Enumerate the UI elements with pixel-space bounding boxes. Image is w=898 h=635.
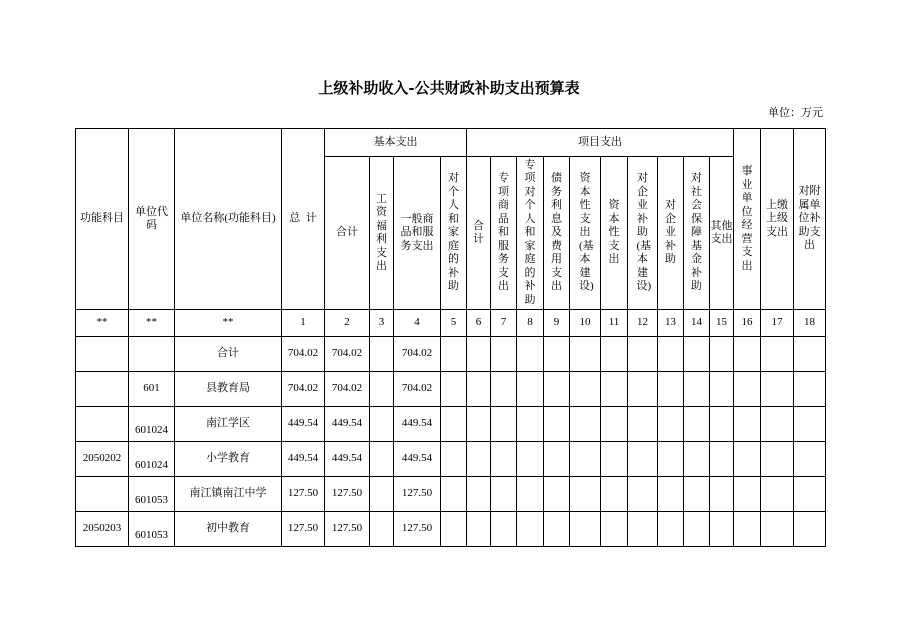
cell-enterprise-subsidy — [658, 512, 684, 547]
header-enterprise-infrastructure — [628, 157, 658, 310]
header-debt-interest-label: 债务利息及费用支出 — [551, 172, 562, 293]
cell-social-security-subsidy — [684, 477, 710, 512]
cell-special-household-subsidy — [517, 512, 544, 547]
header-special-goods-services-label: 专项商品和服务支出 — [498, 172, 509, 293]
cell-func-code: 2050202 — [76, 442, 129, 477]
column-index-cell: 3 — [370, 310, 394, 337]
column-index-row — [76, 310, 826, 337]
cell-func-code: 2050203 — [76, 512, 129, 547]
column-index-cell: 15 — [710, 310, 734, 337]
cell-enterprise-subsidy — [658, 442, 684, 477]
cell-func-code — [76, 337, 129, 372]
column-index-cell: 4 — [394, 310, 441, 337]
header-salary-welfare — [370, 157, 394, 310]
table-row — [76, 372, 826, 407]
header-unit-name — [175, 129, 282, 310]
cell-special-goods-services — [491, 337, 517, 372]
header-enterprise-subsidy — [658, 157, 684, 310]
header-enterprise-subsidy-label: 对企业补助 — [665, 199, 676, 266]
cell-basic-total: 449.54 — [325, 442, 370, 477]
cell-capital-infrastructure — [570, 407, 601, 442]
cell-general-goods-services: 704.02 — [394, 372, 441, 407]
cell-debt-interest — [544, 477, 570, 512]
cell-basic-total: 704.02 — [325, 372, 370, 407]
cell-special-household-subsidy — [517, 337, 544, 372]
header-general-goods-services — [394, 157, 441, 310]
cell-remit-upper — [761, 372, 794, 407]
cell-unit-code: 601 — [129, 372, 175, 407]
cell-total: 704.02 — [282, 372, 325, 407]
cell-other — [710, 477, 734, 512]
cell-enterprise-infrastructure — [628, 372, 658, 407]
header-basic-group-label: 基本支出 — [373, 135, 418, 148]
cell-other — [710, 337, 734, 372]
header-capital-infrastructure-label: 资本性支出(基本建设) — [579, 172, 594, 293]
cell-general-goods-services: 127.50 — [394, 477, 441, 512]
table-row — [76, 442, 826, 477]
header-row-groups — [76, 129, 826, 157]
cell-special-goods-services — [491, 372, 517, 407]
cell-affiliated-subsidy — [794, 512, 826, 547]
cell-enterprise-infrastructure — [628, 512, 658, 547]
cell-business-operation — [734, 442, 761, 477]
column-index-cell: ** — [129, 310, 175, 337]
cell-remit-upper — [761, 477, 794, 512]
page-title: 上级补助收入-公共财政补助支出预算表 — [318, 79, 580, 97]
cell-capital — [601, 337, 628, 372]
cell-func-code — [76, 407, 129, 442]
header-general-goods-services-label: 一般商品和服务支出 — [400, 212, 434, 252]
cell-household-subsidy — [441, 512, 467, 547]
cell-capital-infrastructure — [570, 337, 601, 372]
cell-enterprise-subsidy — [658, 477, 684, 512]
cell-debt-interest — [544, 407, 570, 442]
table-row — [76, 477, 826, 512]
cell-remit-upper — [761, 442, 794, 477]
header-special-household-subsidy — [517, 157, 544, 310]
header-affiliated-subsidy-label: 对附属单位补助支出 — [798, 185, 821, 252]
cell-capital-infrastructure — [570, 512, 601, 547]
cell-debt-interest — [544, 337, 570, 372]
cell-special-goods-services — [491, 512, 517, 547]
cell-special-household-subsidy — [517, 372, 544, 407]
column-index-cell: 8 — [517, 310, 544, 337]
column-index-cell: 2 — [325, 310, 370, 337]
column-index-cell: ** — [175, 310, 282, 337]
cell-project-total — [467, 442, 491, 477]
cell-total: 449.54 — [282, 407, 325, 442]
header-capital — [601, 157, 628, 310]
header-unit-code — [129, 129, 175, 310]
header-project-group — [467, 129, 734, 157]
cell-household-subsidy — [441, 407, 467, 442]
cell-social-security-subsidy — [684, 512, 710, 547]
cell-household-subsidy — [441, 442, 467, 477]
header-project-total-label: 合计 — [473, 219, 484, 245]
cell-household-subsidy — [441, 337, 467, 372]
header-basic-total-label: 合计 — [336, 226, 358, 239]
header-basic-total — [325, 157, 370, 310]
header-special-goods-services — [491, 157, 517, 310]
header-enterprise-infrastructure-label: 对企业补助(基本建设) — [636, 172, 652, 293]
cell-salary-welfare — [370, 372, 394, 407]
cell-household-subsidy — [441, 477, 467, 512]
cell-enterprise-infrastructure — [628, 477, 658, 512]
header-other — [710, 157, 734, 310]
cell-unit-code: 601053 — [129, 512, 175, 547]
column-index-cell: 16 — [734, 310, 761, 337]
cell-unit-name: 初中教育 — [175, 512, 282, 547]
cell-total: 127.50 — [282, 512, 325, 547]
cell-unit-code: 601053 — [129, 477, 175, 512]
cell-business-operation — [734, 337, 761, 372]
header-unit-name-label: 单位名称(功能科目) — [180, 212, 276, 225]
cell-debt-interest — [544, 372, 570, 407]
cell-project-total — [467, 372, 491, 407]
cell-debt-interest — [544, 512, 570, 547]
header-debt-interest — [544, 157, 570, 310]
column-index-cell: 12 — [628, 310, 658, 337]
header-capital-infrastructure — [570, 157, 601, 310]
cell-salary-welfare — [370, 442, 394, 477]
cell-business-operation — [734, 407, 761, 442]
cell-project-total — [467, 337, 491, 372]
cell-capital — [601, 442, 628, 477]
cell-enterprise-subsidy — [658, 337, 684, 372]
cell-enterprise-infrastructure — [628, 442, 658, 477]
cell-project-total — [467, 407, 491, 442]
cell-social-security-subsidy — [684, 407, 710, 442]
cell-other — [710, 442, 734, 477]
cell-special-household-subsidy — [517, 442, 544, 477]
header-basic-group — [325, 129, 467, 157]
cell-func-code — [76, 372, 129, 407]
budget-table — [75, 128, 826, 547]
cell-enterprise-subsidy — [658, 372, 684, 407]
header-other-label: 其他支出 — [710, 219, 733, 245]
cell-affiliated-subsidy — [794, 407, 826, 442]
column-index-cell: ** — [76, 310, 129, 337]
cell-capital-infrastructure — [570, 372, 601, 407]
header-salary-welfare-label: 工资福利支出 — [376, 192, 387, 272]
cell-capital — [601, 477, 628, 512]
cell-general-goods-services: 449.54 — [394, 407, 441, 442]
cell-salary-welfare — [370, 477, 394, 512]
column-index-cell: 17 — [761, 310, 794, 337]
cell-affiliated-subsidy — [794, 442, 826, 477]
cell-enterprise-subsidy — [658, 407, 684, 442]
cell-special-goods-services — [491, 442, 517, 477]
cell-general-goods-services: 449.54 — [394, 442, 441, 477]
column-index-cell: 7 — [491, 310, 517, 337]
header-capital-label: 资本性支出 — [608, 199, 620, 266]
column-index-cell: 1 — [282, 310, 325, 337]
cell-basic-total: 127.50 — [325, 512, 370, 547]
header-business-operation-label: 事业单位经营支出 — [741, 165, 753, 272]
cell-general-goods-services: 127.50 — [394, 512, 441, 547]
cell-special-goods-services — [491, 407, 517, 442]
cell-other — [710, 512, 734, 547]
cell-basic-total: 704.02 — [325, 337, 370, 372]
cell-project-total — [467, 512, 491, 547]
table-row — [76, 512, 826, 547]
cell-business-operation — [734, 372, 761, 407]
column-index-cell: 10 — [570, 310, 601, 337]
cell-unit-name: 县教育局 — [175, 372, 282, 407]
unit-label: 单位：万元 — [768, 107, 823, 119]
cell-project-total — [467, 477, 491, 512]
cell-total: 704.02 — [282, 337, 325, 372]
column-index-cell: 5 — [441, 310, 467, 337]
cell-unit-code — [129, 337, 175, 372]
cell-special-household-subsidy — [517, 477, 544, 512]
cell-remit-upper — [761, 512, 794, 547]
header-affiliated-subsidy — [794, 129, 826, 310]
cell-total: 127.50 — [282, 477, 325, 512]
header-household-subsidy — [441, 157, 467, 310]
column-index-cell: 9 — [544, 310, 570, 337]
cell-capital — [601, 512, 628, 547]
cell-social-security-subsidy — [684, 442, 710, 477]
header-total — [282, 129, 325, 310]
cell-unit-code: 601024 — [129, 407, 175, 442]
cell-capital — [601, 372, 628, 407]
header-unit-code-label: 单位代码 — [135, 205, 168, 231]
cell-salary-welfare — [370, 407, 394, 442]
cell-unit-name: 小学教育 — [175, 442, 282, 477]
cell-capital — [601, 407, 628, 442]
header-social-security-subsidy-label: 对社会保障基金补助 — [691, 172, 702, 293]
cell-affiliated-subsidy — [794, 477, 826, 512]
cell-special-household-subsidy — [517, 407, 544, 442]
table-row — [76, 407, 826, 442]
cell-unit-name: 南江镇南江中学 — [175, 477, 282, 512]
header-total-label: 总 计 — [289, 212, 317, 225]
cell-special-goods-services — [491, 477, 517, 512]
header-project-group-label: 项目支出 — [578, 135, 622, 148]
column-index-cell: 18 — [794, 310, 826, 337]
cell-general-goods-services: 704.02 — [394, 337, 441, 372]
cell-other — [710, 407, 734, 442]
header-func-subject — [76, 129, 129, 310]
header-remit-upper — [761, 129, 794, 310]
cell-business-operation — [734, 477, 761, 512]
cell-affiliated-subsidy — [794, 337, 826, 372]
cell-other — [710, 372, 734, 407]
cell-salary-welfare — [370, 512, 394, 547]
header-func-subject-label: 功能科目 — [80, 212, 124, 225]
column-index-cell: 11 — [601, 310, 628, 337]
cell-remit-upper — [761, 407, 794, 442]
cell-social-security-subsidy — [684, 337, 710, 372]
header-remit-upper-label: 上缴上级支出 — [766, 198, 788, 238]
cell-total: 449.54 — [282, 442, 325, 477]
cell-capital-infrastructure — [570, 477, 601, 512]
header-special-household-subsidy-label: 专项对个人和家庭的补助 — [524, 158, 536, 306]
cell-unit-name: 合计 — [175, 337, 282, 372]
cell-func-code — [76, 477, 129, 512]
cell-basic-total: 449.54 — [325, 407, 370, 442]
header-household-subsidy-label: 对个人和家庭的补助 — [448, 172, 459, 293]
cell-enterprise-infrastructure — [628, 337, 658, 372]
cell-remit-upper — [761, 337, 794, 372]
column-index-cell: 14 — [684, 310, 710, 337]
header-social-security-subsidy — [684, 157, 710, 310]
header-business-operation — [734, 129, 761, 310]
table-row — [76, 337, 826, 372]
cell-unit-name: 南江学区 — [175, 407, 282, 442]
cell-basic-total: 127.50 — [325, 477, 370, 512]
cell-unit-code: 601024 — [129, 442, 175, 477]
column-index-cell: 6 — [467, 310, 491, 337]
table-body — [76, 337, 826, 547]
cell-debt-interest — [544, 442, 570, 477]
cell-household-subsidy — [441, 372, 467, 407]
column-index-cell: 13 — [658, 310, 684, 337]
cell-business-operation — [734, 512, 761, 547]
cell-social-security-subsidy — [684, 372, 710, 407]
cell-salary-welfare — [370, 337, 394, 372]
cell-enterprise-infrastructure — [628, 407, 658, 442]
header-project-total — [467, 157, 491, 310]
cell-capital-infrastructure — [570, 442, 601, 477]
cell-affiliated-subsidy — [794, 372, 826, 407]
